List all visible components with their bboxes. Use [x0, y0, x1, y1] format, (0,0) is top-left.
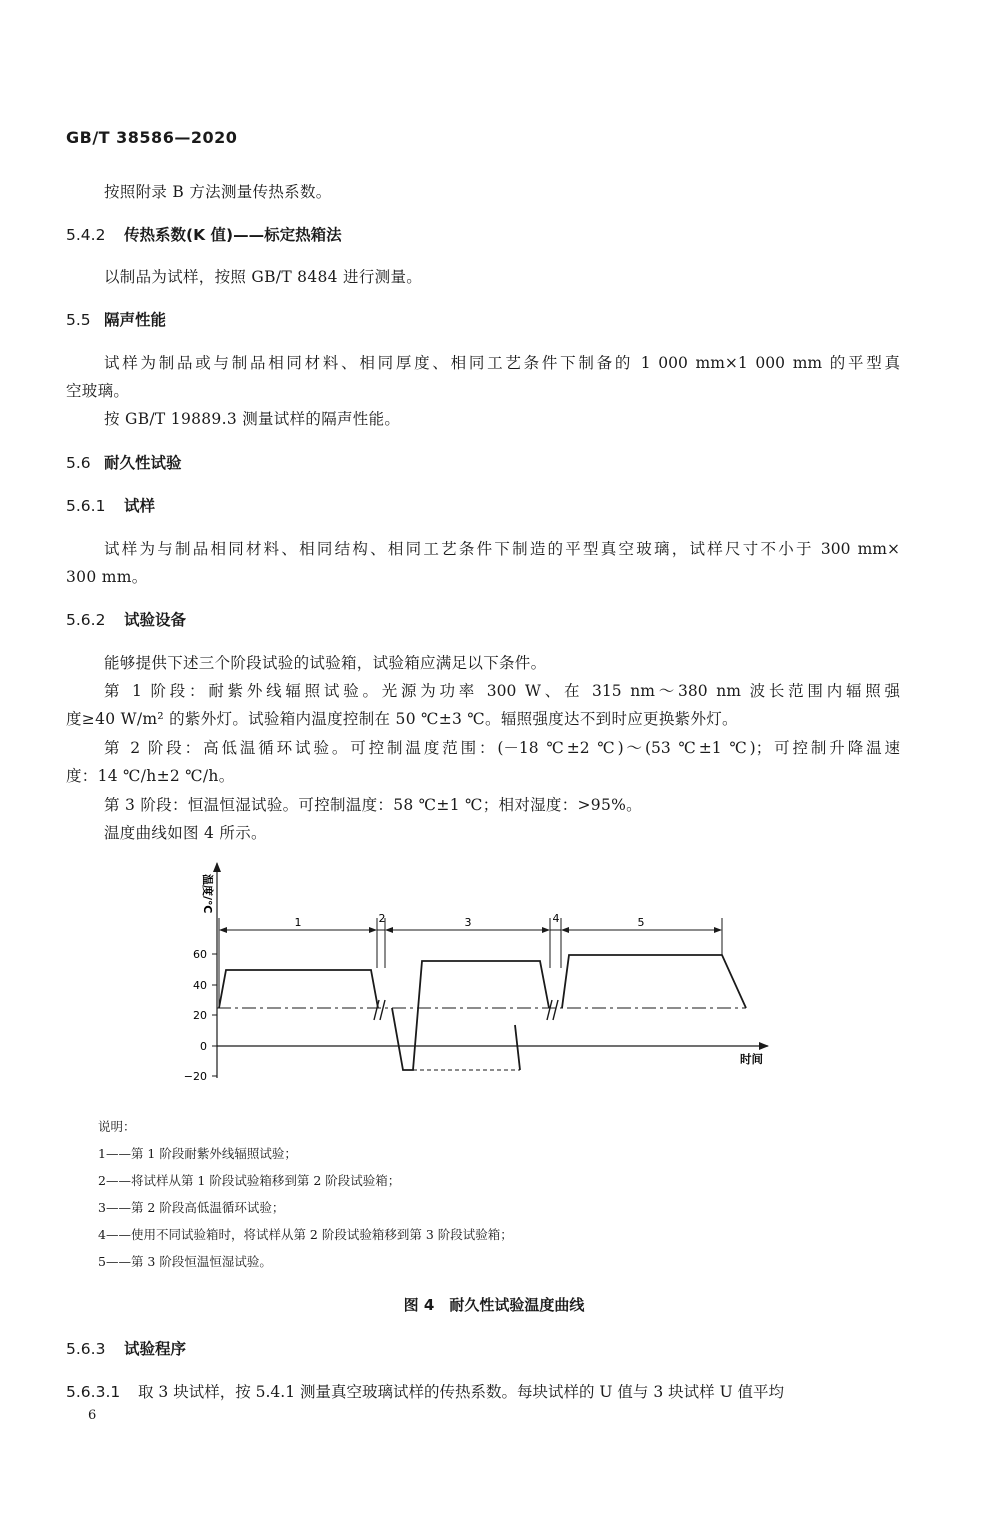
section-number: 5.6.3: [66, 1340, 106, 1358]
section-title: 试验程序: [124, 1340, 187, 1358]
curve-stage-3: [392, 961, 549, 1070]
y-tick-label: −20: [183, 1070, 207, 1083]
break-mark: [380, 1000, 385, 1020]
section-number: 5.4.2: [66, 226, 106, 244]
section-number: 5.6.3.1: [66, 1383, 121, 1401]
paragraph-text: 取 3 块试样，按 5.4.1 测量真空玻璃试样的传热系数。每块试样的 U 值与 3 块试样 U 值平均: [138, 1383, 785, 1401]
paragraph-5-5a-line2: 空玻璃。: [66, 382, 130, 400]
x-axis-label: 时间: [740, 1052, 763, 1066]
paragraph-stage2-line2: 度：14 ℃/h±2 ℃/h。: [66, 767, 235, 785]
figure-note-5: 5——第 3 阶段恒温恒湿试验。: [98, 1254, 272, 1269]
heading-5-6-2: [66, 608, 186, 630]
figure-note-1: 1——第 1 阶段耐紫外线辐照试验；: [98, 1146, 297, 1161]
y-tick-label: 0: [200, 1040, 207, 1053]
stage-label-4: 4: [552, 912, 560, 925]
heading-5-5: [66, 308, 166, 330]
stage-label-3: 3: [464, 916, 472, 929]
page-number: 6: [88, 1408, 97, 1423]
y-axis-label: 温度/℃: [201, 874, 214, 914]
curve-stage-1: [219, 970, 378, 1008]
section-title: 耐久性试验: [104, 454, 182, 472]
paragraph-figure-ref: 温度曲线如图 4 所示。: [104, 824, 267, 842]
paragraph-stage2-line1: 第 2 阶段：高低温循环试验。可控制温度范围：(－18 ℃±2 ℃)～(53 ℃±1 ℃)；可控制升降温速: [104, 739, 900, 757]
figure-note-2: 2——将试样从第 1 阶段试验箱移到第 2 阶段试验箱；: [98, 1173, 401, 1188]
heading-5-6-1: [66, 494, 155, 516]
section-number: 5.5: [66, 311, 91, 329]
figure-note-3: 3——第 2 阶段高低温循环试验；: [98, 1200, 285, 1215]
section-number: 5.6.1: [66, 497, 106, 515]
paragraph-stage1-line2: 度≥40 W/m² 的紫外灯。试验箱内温度控制在 50 ℃±3 ℃。辐照强度达不到时应更换紫外灯。: [66, 710, 738, 728]
standard-number: GB/T 38586—2020: [66, 128, 238, 147]
paragraph-stage3: 第 3 阶段：恒温恒湿试验。可控制温度：58 ℃±1 ℃；相对湿度：>95%。: [104, 796, 642, 814]
paragraph-5-4-2: 以制品为试样，按照 GB/T 8484 进行测量。: [104, 268, 423, 286]
y-tick-label: 40: [193, 979, 207, 992]
y-tick-label: 20: [193, 1009, 207, 1022]
section-title: 试样: [124, 497, 156, 515]
section-title: 试验设备: [124, 611, 187, 629]
section-number: 5.6: [66, 454, 91, 472]
y-tick-label: 60: [193, 948, 207, 961]
stage-label-2: 2: [378, 912, 386, 925]
temperature-curve-figure: [170, 860, 790, 1090]
paragraph-stage1-line1: 第 1 阶段：耐紫外线辐照试验。光源为功率 300 W、在 315 nm～380 nm 波长范围内辐照强: [104, 682, 900, 700]
paragraph-5-5b: 按 GB/T 19889.3 测量试样的隔声性能。: [104, 410, 401, 428]
paragraph-5-6-3-1: [66, 1380, 900, 1402]
figure-note-4: 4——使用不同试验箱时，将试样从第 2 阶段试验箱移到第 3 阶段试验箱；: [98, 1227, 513, 1242]
break-mark: [553, 1000, 558, 1020]
heading-5-6: [66, 451, 182, 473]
paragraph-5-5a-line1: 试样为制品或与制品相同材料、相同厚度、相同工艺条件下制备的 1 000 mm×1 000 mm 的平型真: [104, 354, 900, 372]
paragraph-intro: 按照附录 B 方法测量传热系数。: [104, 183, 332, 201]
paragraph-5-6-2a: 能够提供下述三个阶段试验的试验箱，试验箱应满足以下条件。: [104, 654, 547, 672]
curve-stage-5: [562, 955, 746, 1008]
section-number: 5.6.2: [66, 611, 106, 629]
curve-stage-3-drop: [515, 1025, 520, 1070]
section-title: 隔声性能: [104, 311, 167, 329]
section-title: 传热系数(K 值)——标定热箱法: [124, 226, 342, 244]
heading-5-6-3: [66, 1337, 186, 1359]
figure-caption: 图 4 耐久性试验温度曲线: [403, 1296, 585, 1314]
heading-5-4-2: [66, 223, 342, 245]
paragraph-5-6-1-line2: 300 mm。: [66, 568, 148, 586]
stage-label-5: 5: [637, 916, 645, 929]
figure-notes-title: 说明：: [98, 1119, 136, 1134]
paragraph-5-6-1-line1: 试样为与制品相同材料、相同结构、相同工艺条件下制造的平型真空玻璃，试样尺寸不小于 300 mm×: [104, 540, 900, 558]
stage-label-1: 1: [294, 916, 302, 929]
